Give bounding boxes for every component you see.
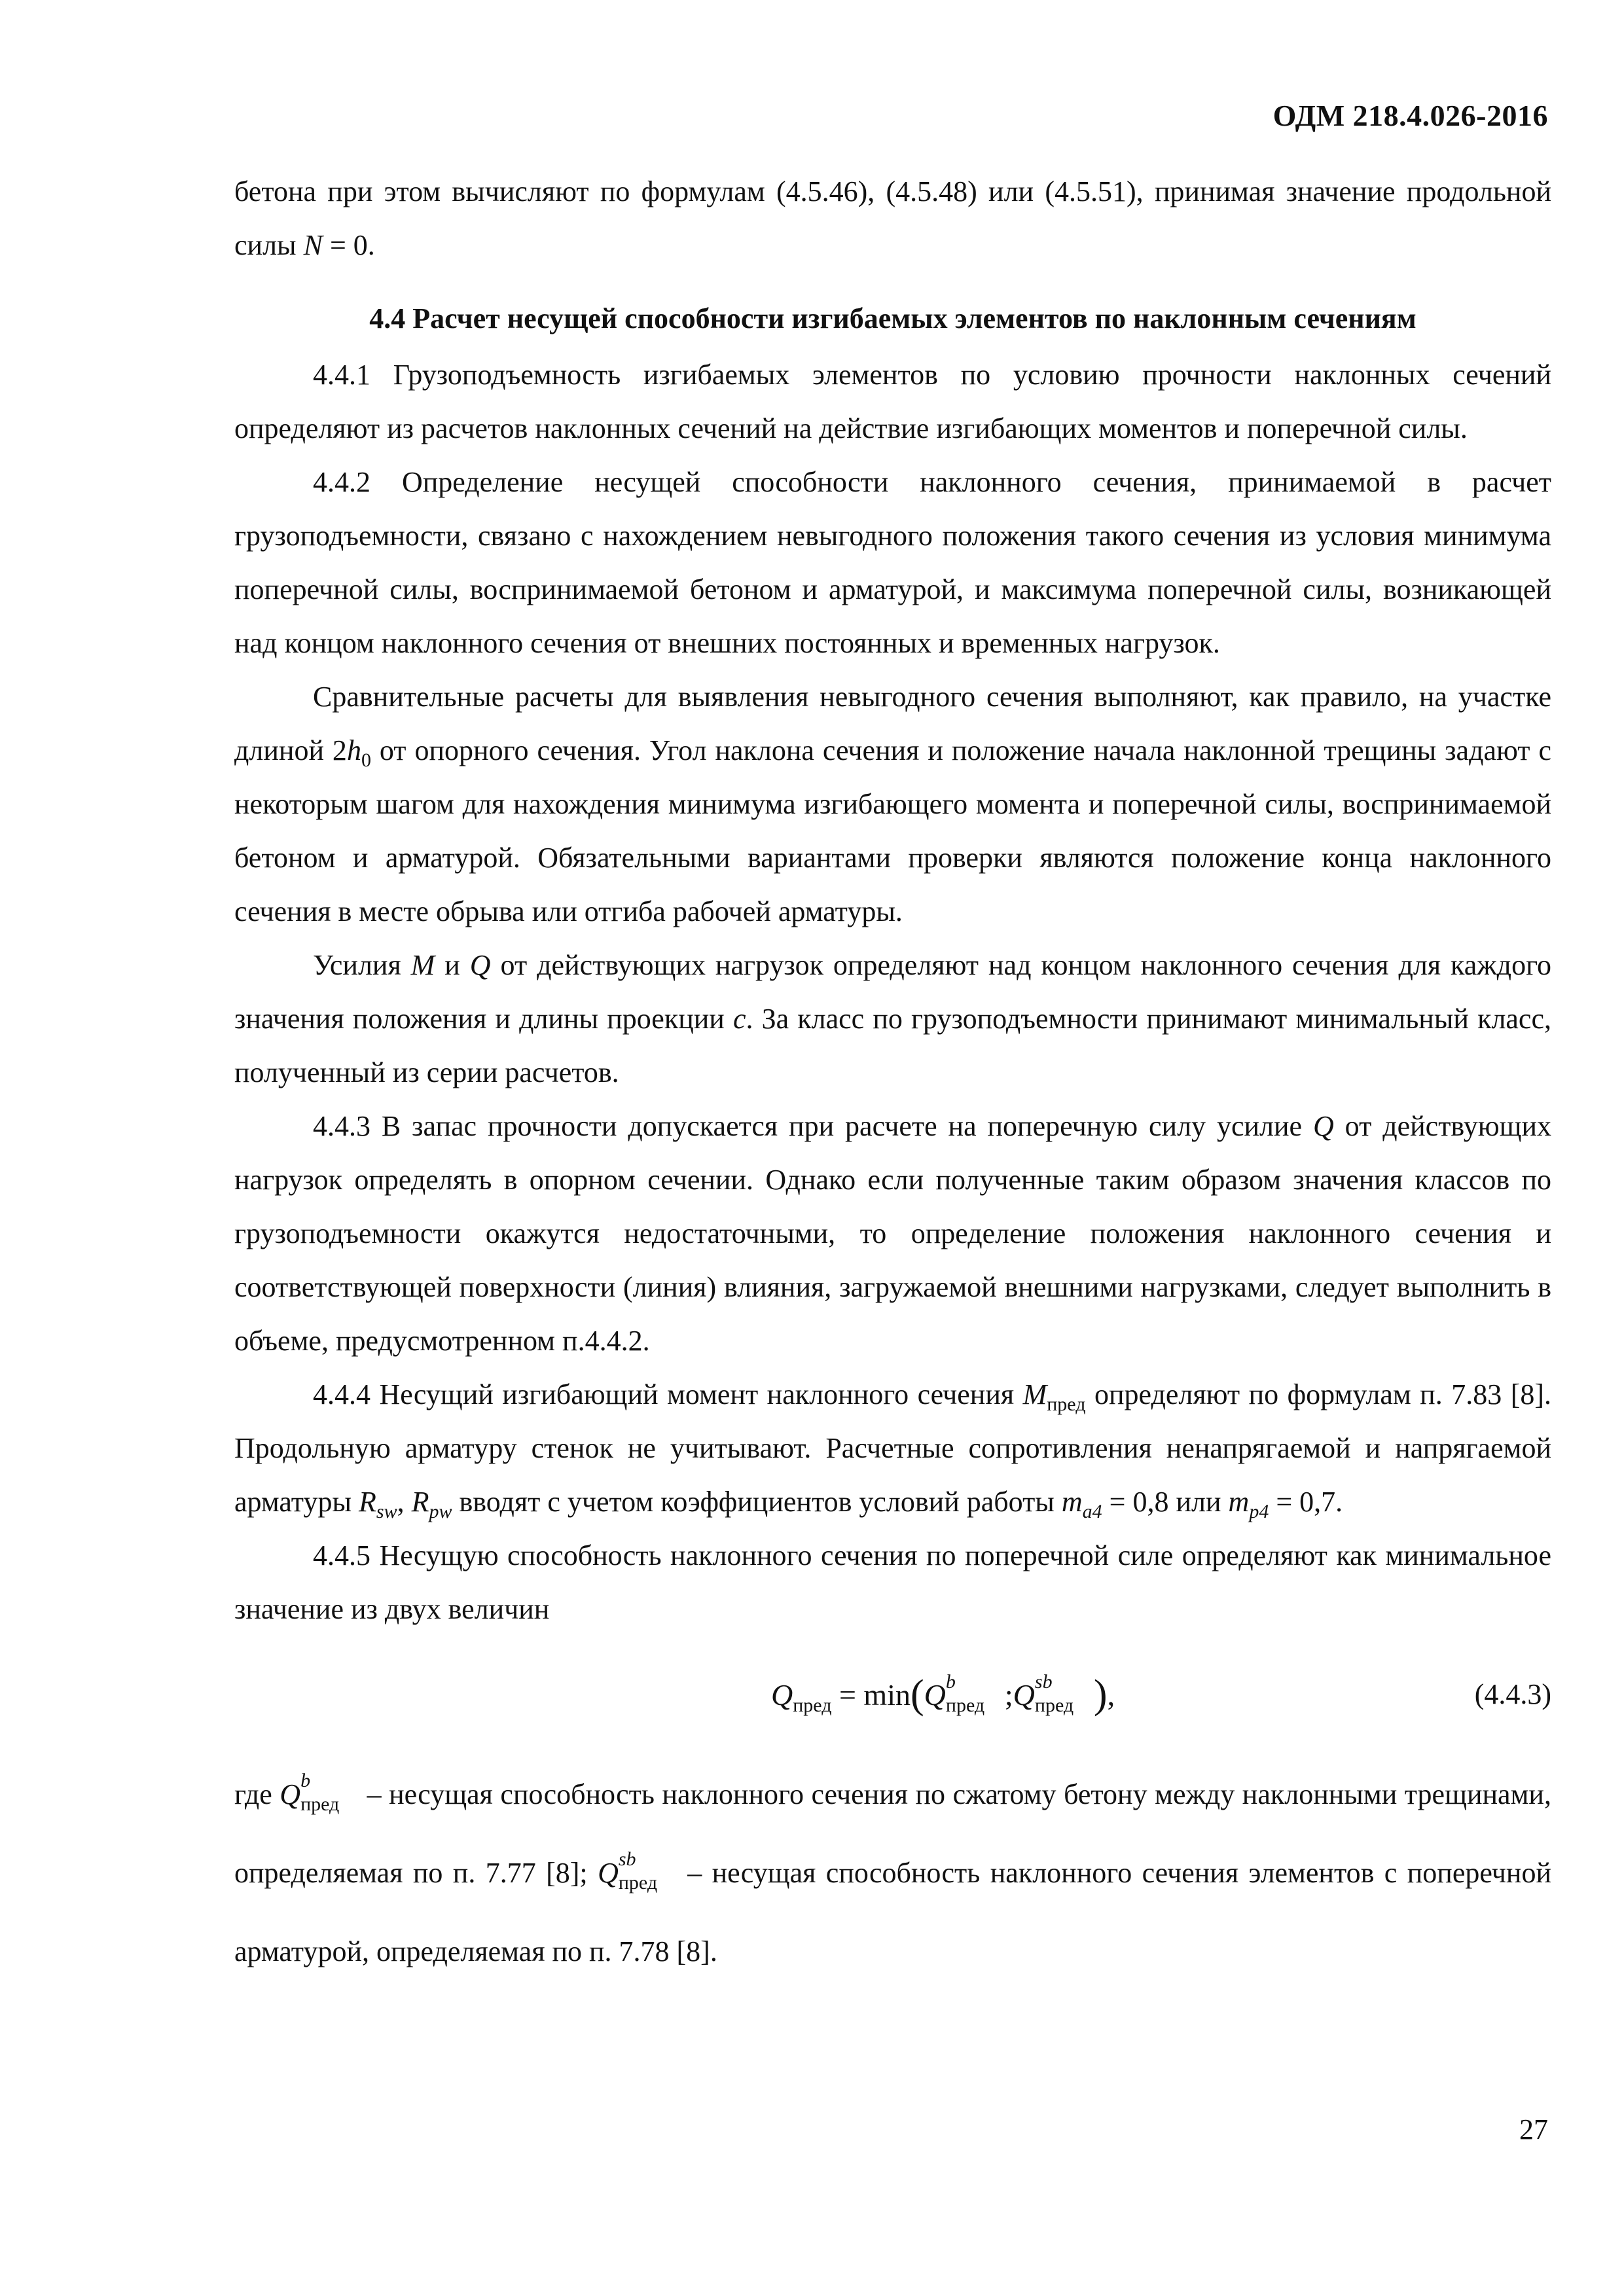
paren-right: ): [1093, 1672, 1108, 1717]
formula-expression: [771, 1668, 1115, 1722]
variable-Q: Q: [280, 1778, 301, 1810]
variable-Q: Q: [598, 1857, 619, 1889]
text-run: Усилия: [313, 949, 411, 981]
text-run: = 0,7.: [1269, 1486, 1343, 1518]
text-run: определяют по формулам п. 7.83 [8]. Продольную арматуру стенок не учитывают. Расчетные сопротивления ненапрягаемой и напрягаемой арматуры: [234, 1378, 1551, 1518]
text-run: от действующих нагрузок определяют над концом наклонного сечения для каждого значения положения и длины проекции: [234, 949, 1552, 1035]
text-run: и: [435, 949, 470, 981]
variable-Q: Q: [771, 1678, 793, 1712]
text-run: от действующих нагрузок определять в опорном сечении. Однако если полученные таким образом значения классов по грузоподъемности окажутся недостаточными, то определение положения наклонного сечения и соответствующей поверхности (линия) влияния, загружаемой внешними нагрузками, следует выполнить в объеме, предусмотренном п.4.4.2.: [234, 1110, 1551, 1357]
subscript: пред: [618, 1872, 658, 1893]
paragraph-4-4-1: 4.4.1 Грузоподъемность изгибаемых элементов по условию прочности наклонных сечений определяют из расчетов наклонных сечений на действие изгибающих моментов и поперечной силы.: [234, 359, 1551, 444]
subscript: пред: [1034, 1695, 1074, 1716]
paren-left: (: [911, 1672, 924, 1717]
variable-Q: Q: [1013, 1678, 1035, 1712]
text-run: – несущая способность наклонного сечения элементов с поперечной арматурой, определяемая по п. 7.78 [8].: [234, 1857, 1552, 1967]
paragraph-4-4-2: 4.4.2 Определение несущей способности наклонного сечения, принимаемой в расчет грузоподъемности, связано с нахождением невыгодного положения такого сечения из условия минимума поперечной силы, воспринимаемой бетоном и арматурой, и максимума поперечной силы, возникающей над концом наклонного сечения от внешних постоянных и временных нагрузок.: [234, 466, 1551, 659]
formula-4-4-3: [234, 1648, 1551, 1746]
sub-sup-stack: [300, 1770, 359, 1815]
text-run: ,: [397, 1486, 412, 1518]
variable-M: M: [1022, 1378, 1047, 1410]
section-heading-4-4: 4.4 Расчет несущей способности изгибаемых элементов по наклонным сечениям: [369, 302, 1416, 334]
variable-N: N: [303, 229, 323, 261]
paragraph-forces: [234, 939, 1551, 1100]
sub-sup-stack: [618, 1848, 677, 1893]
variable-c: c: [732, 1003, 746, 1035]
superscript: b: [945, 1671, 956, 1693]
text-run: = min: [831, 1678, 911, 1712]
variable-h: h: [346, 734, 361, 766]
paragraph-comparative-calcs: [234, 670, 1551, 939]
paragraph-4-4-3: [234, 1100, 1551, 1368]
text-run: Сравнительные расчеты для выявления невыгодного сечения выполняют, как правило, на участке длиной 2: [234, 681, 1551, 766]
variable-m: m: [1228, 1486, 1250, 1518]
sub-sup-stack: [1034, 1671, 1094, 1716]
text-run: = 0.: [322, 229, 375, 261]
paragraph-where: [234, 1755, 1551, 1991]
superscript: b: [300, 1770, 311, 1791]
subscript: sw: [376, 1501, 397, 1522]
paragraph-4-4-5: 4.4.5 Несущую способность наклонного сечения по поперечной силе определяют как минимальное значение из двух величин: [234, 1539, 1551, 1625]
variable-Q: Q: [1312, 1110, 1334, 1142]
document-code-header: ОДМ 218.4.026-2016: [1272, 99, 1548, 132]
subscript: пред: [300, 1793, 340, 1815]
text-run: бетона при этом вычисляют по формулам (4.5.46), (4.5.48) или (4.5.51), принимая значение продольной силы: [234, 175, 1551, 261]
text-run: . За класс по грузоподъемности принимают минимальный класс, полученный из серии расчетов.: [234, 1003, 1551, 1088]
text-run: от опорного сечения. Угол наклона сечения и положение начала наклонной трещины задают с некоторым шагом для нахождения минимума изгибающего момента и поперечной силы, воспринимаемой бетоном и арматурой. Обязательными вариантами проверки являются положение конца наклонного сечения в месте обрыва или отгиба рабочей арматуры.: [234, 734, 1551, 927]
text-run: 4.4.4 Несущий изгибающий момент наклонного сечения: [313, 1378, 1023, 1410]
paragraph-continuation: [234, 165, 1551, 272]
subscript: пред: [1047, 1393, 1086, 1415]
variable-M: M: [410, 949, 435, 981]
variable-m: m: [1061, 1486, 1083, 1518]
variable-Q: Q: [469, 949, 491, 981]
subscript: p4: [1249, 1501, 1269, 1522]
subscript: пред: [793, 1695, 832, 1716]
text-run: где: [234, 1778, 280, 1810]
sub-sup-stack: [945, 1671, 1005, 1716]
separator: ;: [1004, 1678, 1013, 1712]
superscript: sb: [1034, 1671, 1053, 1693]
superscript: sb: [618, 1848, 636, 1870]
subscript: 0: [361, 749, 371, 771]
text-run: ,: [1107, 1678, 1115, 1712]
text-run: – несущая способность наклонного сечения по сжатому бетону между наклонными трещинами, определяемая по п. 7.77 [8];: [234, 1778, 1551, 1889]
variable-Q: Q: [924, 1678, 946, 1712]
text-run: вводят с учетом коэффициентов условий работы: [452, 1486, 1062, 1518]
variable-R: R: [359, 1486, 376, 1518]
variable-R: R: [411, 1486, 429, 1518]
subscript: pw: [429, 1501, 452, 1522]
subscript: a4: [1082, 1501, 1102, 1522]
text-run: = 0,8 или: [1102, 1486, 1229, 1518]
page-number: 27: [1519, 2113, 1548, 2145]
subscript: пред: [945, 1695, 985, 1716]
formula-number: (4.4.3): [1474, 1678, 1551, 1710]
paragraph-4-4-4: [234, 1368, 1551, 1529]
text-run: 4.4.3 В запас прочности допускается при расчете на поперечную силу усилие: [313, 1110, 1313, 1142]
document-body: [234, 165, 1551, 1991]
